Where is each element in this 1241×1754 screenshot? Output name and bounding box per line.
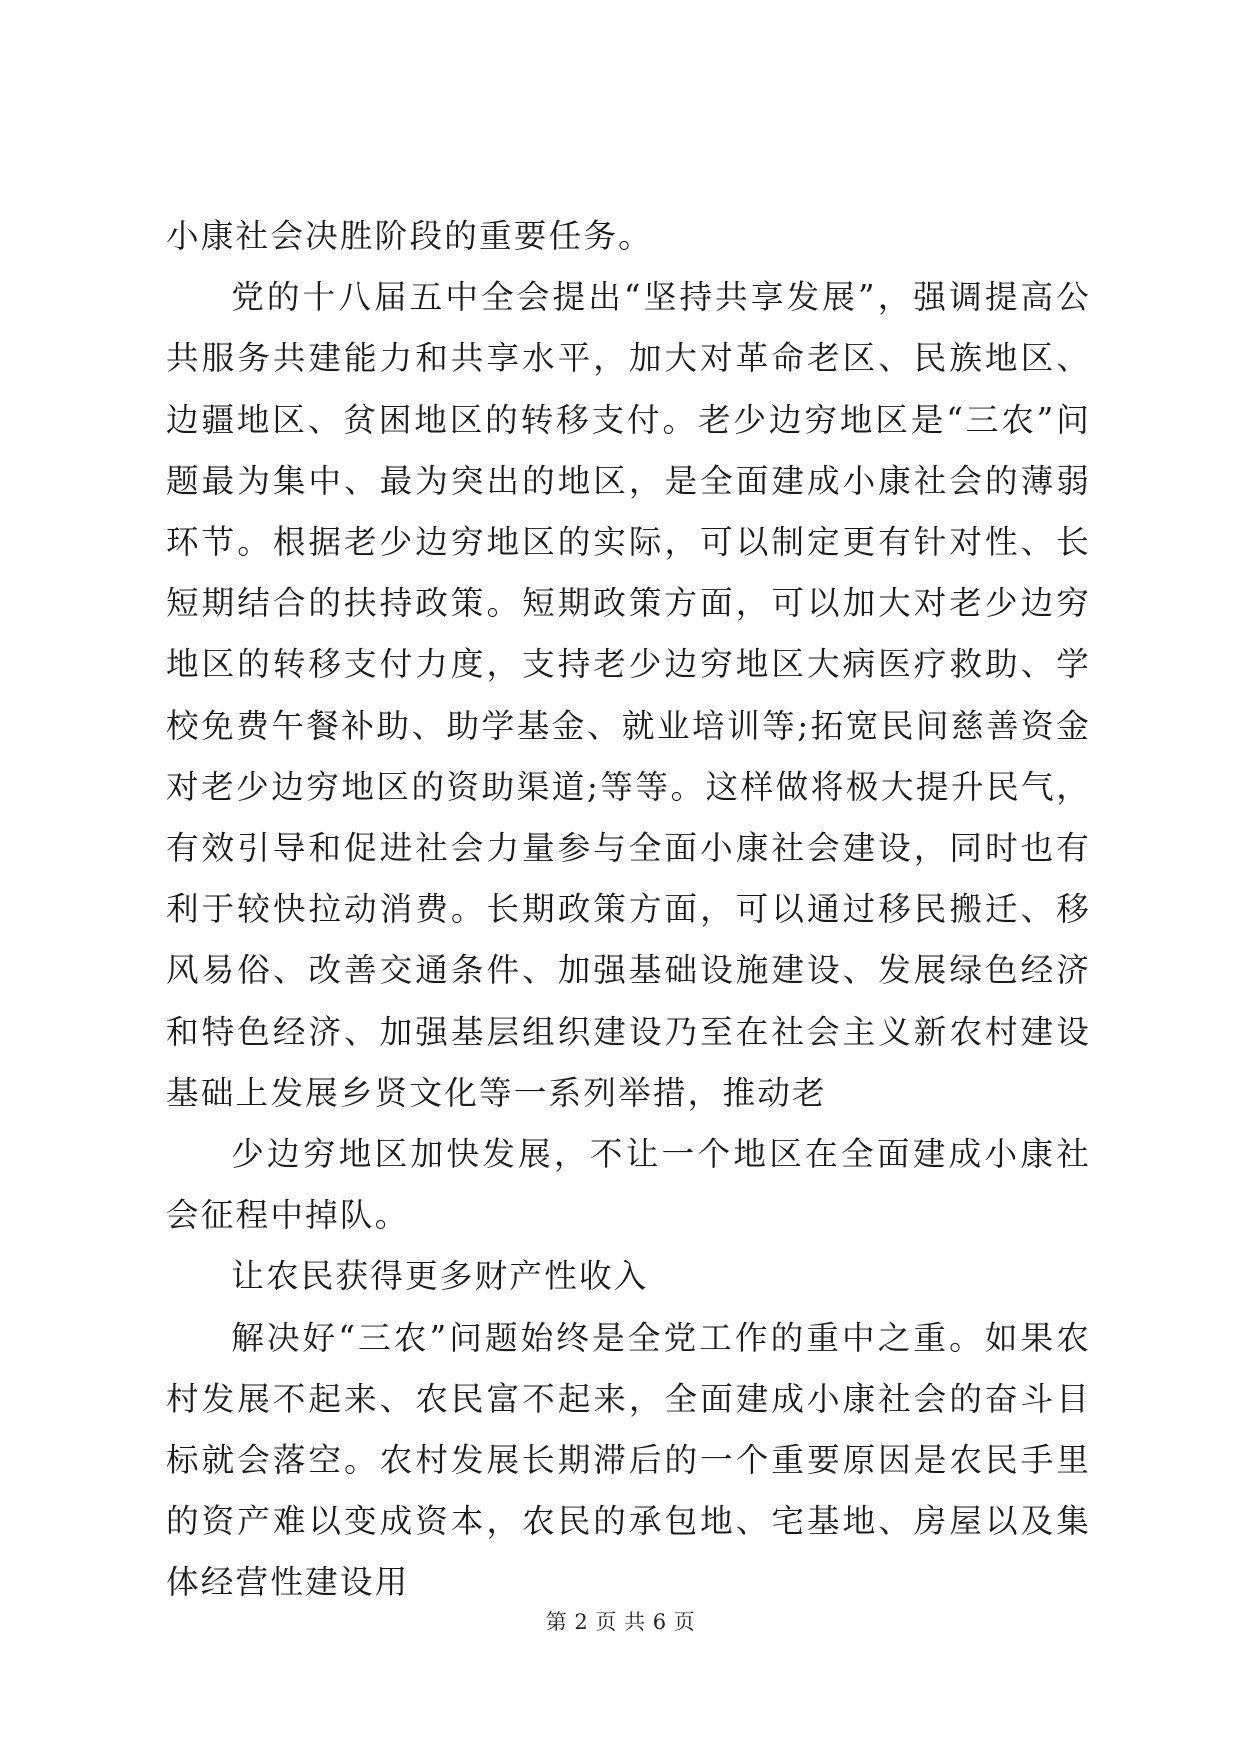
- page-number-footer: 第 2 页 共 6 页: [545, 1610, 696, 1634]
- paragraph-no-region-left-behind: 少边穷地区加快发展，不让一个地区在全面建成小康社会征程中掉队。: [166, 1135, 1091, 1235]
- paragraph-three-rural-issues: 解决好“三农”问题始终是全党工作的重中之重。如果农村发展不起来、农民富不起来，全面建成小康社会的奋斗目标就会落空。农村发展长期滞后的一个重要原因是农民手里的资产难以变成资本，农民的承包地、宅基地、房屋以及集体经营性建设用: [166, 1318, 1091, 1602]
- document-body: [166, 206, 1091, 1614]
- paragraph-continuation: 小康社会决胜阶段的重要任务。: [166, 217, 653, 255]
- section-heading-farmer-income: 让农民获得更多财产性收入: [231, 1257, 649, 1296]
- paragraph-shared-development: 党的十八届五中全会提出“坚持共享发展”，强调提高公共服务共建能力和共享水平，加大对革命老区、民族地区、边疆地区、贫困地区的转移支付。老少边穷地区是“三农”问题最为集中、最为突出的地区，是全面建成小康社会的薄弱环节。根据老少边穷地区的实际，可以制定更有针对性、长短期结合的扶持政策。短期政策方面，可以加大对老少边穷地区的转移支付力度，支持老少边穷地区大病医疗救助、学校免费午餐补助、助学基金、就业培训等;拓宽民间慈善资金对老少边穷地区的资助渠道;等等。这样做将极大提升民气，有效引导和促进社会力量参与全面小康社会建设，同时也有利于较快拉动消费。长期政策方面，可以通过移民搬迁、移风易俗、改善交通条件、加强基础设施建设、发展绿色经济和特色经济、加强基层组织建设乃至在社会主义新农村建设基础上发展乡贤文化等一系列举措，推动老: [166, 278, 1091, 1112]
